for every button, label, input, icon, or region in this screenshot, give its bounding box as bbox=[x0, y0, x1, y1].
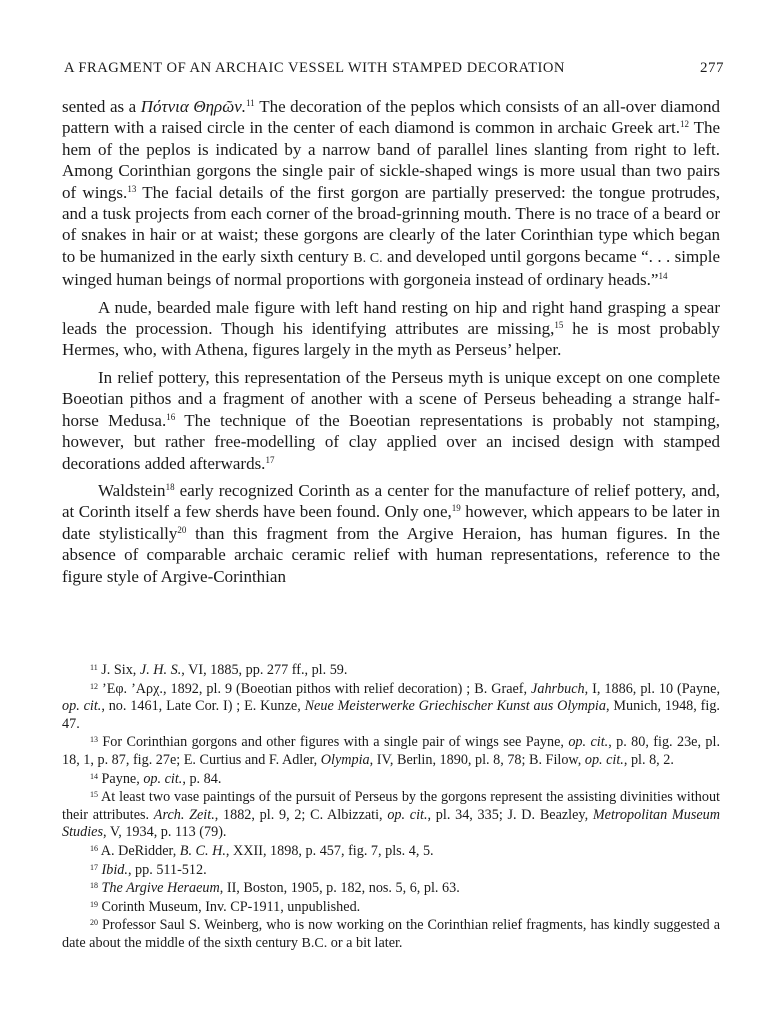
text-run: A nude, bearded male figure with left hand resting on hip and right hand grasping a spear leads the procession. Though his identifying attributes are missing, bbox=[62, 297, 720, 339]
text-run: For Corinthian gorgons and other figures with a single pair of wings see Payne, bbox=[98, 734, 569, 751]
text-run: , p. 80, fig. 23e, pl. 18, 1, p. 87, fig. 27e; E. Curtius and F. Adler, bbox=[62, 734, 721, 768]
text-run: , 1882, pl. 9, 2; C. Albizzati, bbox=[214, 806, 388, 823]
paragraph-2 bbox=[62, 297, 720, 361]
text-run: , I, 1886, pl. 10 (Payne, bbox=[584, 680, 720, 697]
text-run: sented as a bbox=[62, 97, 141, 116]
citation-title: Neue Meisterwerke Griechischer Kunst aus Olympia bbox=[304, 698, 606, 715]
citation-title: Olympia bbox=[320, 751, 370, 768]
footnote-ref-19: 19 bbox=[451, 503, 461, 514]
text-run: The facial details of the first gorgon are partially preserved: the tongue protrudes, and a tusk projects from each corner of the broad-grinning mouth. There is no trace of a beard or of snakes in hair or at waist; these gorgons are clearly of the later Corinthian type which began to be humanized in the early sixth century bbox=[62, 182, 720, 266]
text-run: , Munich, 1948, fig. 47. bbox=[62, 698, 720, 732]
footnote-ref-15: 15 bbox=[554, 320, 564, 331]
text-run: , pl. 8, 2. bbox=[623, 751, 674, 768]
citation-title: Jahrbuch bbox=[531, 680, 585, 697]
page-number: 277 bbox=[700, 60, 724, 76]
footnote-19 bbox=[62, 899, 720, 917]
footnote-ref-11: 11 bbox=[246, 98, 255, 108]
bc-abbrev: B. C. bbox=[353, 250, 383, 266]
text-run: A. DeRidder, bbox=[98, 842, 180, 859]
text-run: , IV, Berlin, 1890, pl. 8, 78; B. Filow, bbox=[369, 751, 585, 768]
text-run: early recognized Corinth as a center for the manufacture of relief pottery, and, at Corinth itself a few sherds have been found. Only one, bbox=[62, 480, 720, 522]
footnote-ref-16: 16 bbox=[166, 411, 176, 422]
running-header bbox=[64, 60, 724, 82]
text-run: J. Six, bbox=[97, 662, 140, 678]
footnote-16 bbox=[62, 843, 720, 861]
footnote-number: 16 bbox=[90, 843, 98, 853]
paragraph-4 bbox=[62, 480, 720, 587]
text-run: , pp. 511-512. bbox=[127, 861, 207, 878]
footnote-ref-17: 17 bbox=[265, 454, 275, 465]
text-run: than this fragment from the Argive Heraion, has human figures. In the absence of comparable archaic ceramic relief with human representations, reference to the figure style of Argive-Corinthian bbox=[62, 523, 720, 586]
text-run: Waldstein bbox=[98, 480, 166, 500]
footnote-20 bbox=[62, 917, 720, 952]
text-run: , II, Boston, 1905, p. 182, nos. 5, 6, pl. 63. bbox=[219, 880, 460, 897]
footnotes bbox=[62, 662, 720, 954]
footnote-14 bbox=[62, 771, 720, 789]
citation-title: Metropolitan Museum Studies bbox=[62, 806, 720, 841]
citation-title: op. cit. bbox=[143, 770, 183, 787]
text-run: At least two vase paintings of the pursuit of Perseus by the gorgons represent the assisting divinities without their attributes. bbox=[62, 789, 720, 823]
citation-title: Ibid. bbox=[101, 861, 128, 878]
citation-title: The Argive Heraeum bbox=[101, 880, 220, 897]
text-run: he is most probably Hermes, who, with Athena, figures largely in the myth as Perseus’ helper. bbox=[62, 319, 720, 360]
running-title: A FRAGMENT OF AN ARCHAIC VESSEL WITH STAMPED DECORATION bbox=[64, 60, 565, 76]
footnote-number: 20 bbox=[90, 918, 98, 928]
citation-title: J. H. S. bbox=[139, 662, 182, 678]
text-run: however, which appears to be later in date stylistically bbox=[62, 502, 721, 543]
text-run: , no. 1461, Late Cor. I) ; E. Kunze, bbox=[101, 698, 305, 715]
footnote-number: 17 bbox=[90, 862, 98, 872]
footnote-13 bbox=[62, 734, 720, 769]
text-run: The decoration of the peplos which consists of an all-over diamond pattern with a raised circle in the center of each diamond is common in archaic Greek art. bbox=[62, 97, 720, 138]
footnote-ref-12: 12 bbox=[680, 119, 690, 130]
citation-title: op. cit. bbox=[387, 806, 428, 823]
text-run: , pl. 34, 335; J. D. Beazley, bbox=[427, 806, 593, 823]
footnote-number: 14 bbox=[90, 771, 98, 781]
footnote-17 bbox=[62, 862, 720, 880]
text-run: Professor Saul S. Weinberg, who is now working on the Corinthian relief fragments, has kindly suggested a date about the middle of the sixth century bbox=[62, 917, 720, 951]
text-run: , p. 84. bbox=[182, 770, 222, 787]
text-run: Corinth Museum, Inv. CP-1911, unpublished. bbox=[98, 898, 361, 915]
footnote-number: 15 bbox=[90, 790, 98, 800]
citation-title: op. cit. bbox=[62, 698, 102, 715]
footnote-number: 11 bbox=[90, 663, 98, 672]
paragraph-3 bbox=[62, 367, 720, 474]
footnote-ref-20: 20 bbox=[177, 524, 187, 535]
greek-phrase: Πότνια Θηρῶν. bbox=[140, 97, 247, 116]
footnote-ref-13: 13 bbox=[127, 183, 137, 194]
footnote-11 bbox=[62, 662, 720, 680]
citation-title: Arch. Zeit. bbox=[153, 806, 215, 823]
text-run: or a bit later. bbox=[327, 934, 403, 951]
text-run: Payne, bbox=[98, 770, 144, 787]
footnote-number: 18 bbox=[90, 881, 98, 891]
text-run: and developed until gorgons became “. . . simple winged human beings of normal proportions with gorgoneia instead of ordinary heads.” bbox=[62, 246, 720, 290]
citation-title: op. cit. bbox=[584, 751, 624, 768]
paragraph-1 bbox=[62, 96, 720, 291]
citation-title: B. C. H. bbox=[179, 842, 226, 859]
footnote-ref-14: 14 bbox=[658, 271, 668, 282]
text-run: , XXII, 1898, p. 457, fig. 7, pls. 4, 5. bbox=[225, 842, 434, 859]
footnote-number: 13 bbox=[90, 735, 98, 745]
text-run: The technique of the Boeotian representations is probably not stamping, however, but rather free-modelling of clay applied over an incised design with stamped decorations added afterwards. bbox=[62, 410, 720, 473]
footnote-number: 19 bbox=[90, 899, 98, 909]
footnote-18 bbox=[62, 880, 720, 898]
bc-abbrev: B.C. bbox=[301, 935, 328, 951]
citation-title: op. cit. bbox=[568, 734, 609, 751]
text-run: , V, 1934, p. 113 (79). bbox=[102, 824, 227, 841]
footnote-number: 12 bbox=[90, 681, 98, 691]
footnote-ref-18: 18 bbox=[165, 481, 175, 492]
text-run: ’Εφ. ’Αρχ., 1892, pl. 9 (Boeotian pithos with relief decoration) ; B. Graef, bbox=[98, 680, 532, 697]
text-run: , VI, 1885, pp. 277 ff., pl. 59. bbox=[181, 662, 348, 678]
text-run: In relief pottery, this representation of the Perseus myth is unique except on one complete Boeotian pithos and a fragment of another with a scene of Perseus beheading a strange half-horse Medusa. bbox=[62, 367, 720, 430]
footnote-12 bbox=[62, 681, 720, 734]
text-run: The hem of the peplos is indicated by a narrow band of parallel lines slanting from right to left. Among Corinthian gorgons the single pair of sickle-shaped wings is more usual than two pairs of wings. bbox=[62, 118, 721, 202]
body-text bbox=[62, 96, 720, 593]
footnote-15 bbox=[62, 789, 720, 842]
